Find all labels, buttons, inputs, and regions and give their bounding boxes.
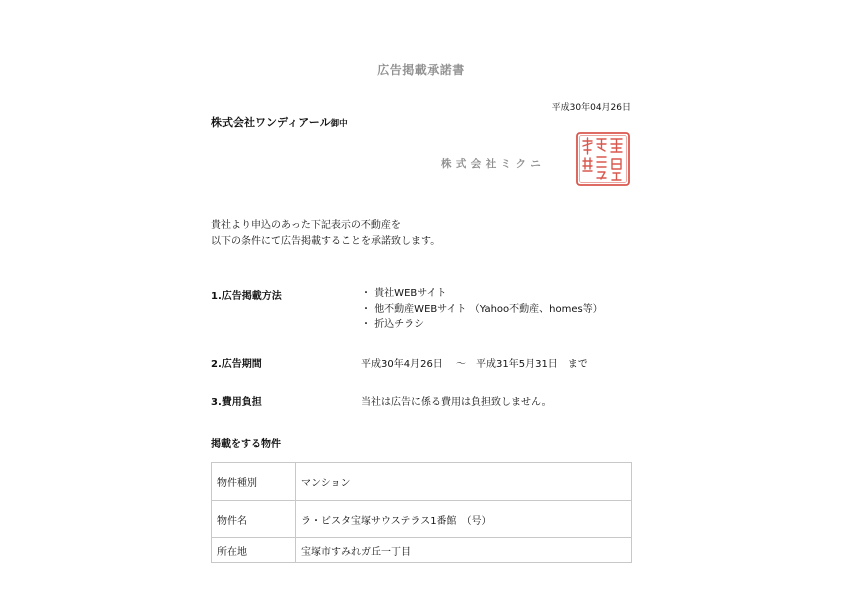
recipient-line [211,114,348,130]
section-3-value: 当社は広告に係る費用は負担致しません。 [361,397,552,408]
document-title: 広告掲載承諾書 [377,63,465,77]
list-item: ・ 貴社WEBサイト [361,286,603,302]
section-1-list [361,286,603,333]
table-cell-key: 所在地 [212,538,296,563]
table-row [212,501,632,538]
intro-paragraph [211,218,440,250]
property-heading: 掲載をする物件 [211,439,281,450]
section-2-value: 平成30年4月26日 〜 平成31年5月31日 まで [361,359,588,370]
list-item: ・ 他不動産WEBサイト （Yahoo不動産、homes等） [361,302,603,318]
company-seal-stamp [575,131,631,187]
section-3-label: 3.費用負担 [211,397,262,408]
issuer-name: 株式会社ミクニ [441,158,546,170]
intro-line-1: 貴社より申込のあった下記表示の不動産を [211,220,401,231]
document-date: 平成30年04月26日 [551,103,631,113]
table-row [212,538,632,563]
table-cell-key: 物件種別 [212,463,296,501]
list-item: ・ 折込チラシ [361,317,603,333]
table-cell-value: マンション [296,463,632,501]
recipient-name: 株式会社ワンディアール [211,116,331,129]
table-cell-value: ラ・ビスタ宝塚サウステラス1番館 （号） [296,501,632,538]
intro-line-2: 以下の条件にて広告掲載することを承諾致します。 [211,236,441,247]
table-cell-value: 宝塚市すみれガ丘一丁目 [296,538,632,563]
property-table [211,462,632,563]
table-row [212,463,632,501]
table-cell-key: 物件名 [212,501,296,538]
recipient-honorific: 御中 [330,119,348,129]
section-1-label: 1.広告掲載方法 [211,291,282,302]
section-2-label: 2.広告期間 [211,359,262,370]
